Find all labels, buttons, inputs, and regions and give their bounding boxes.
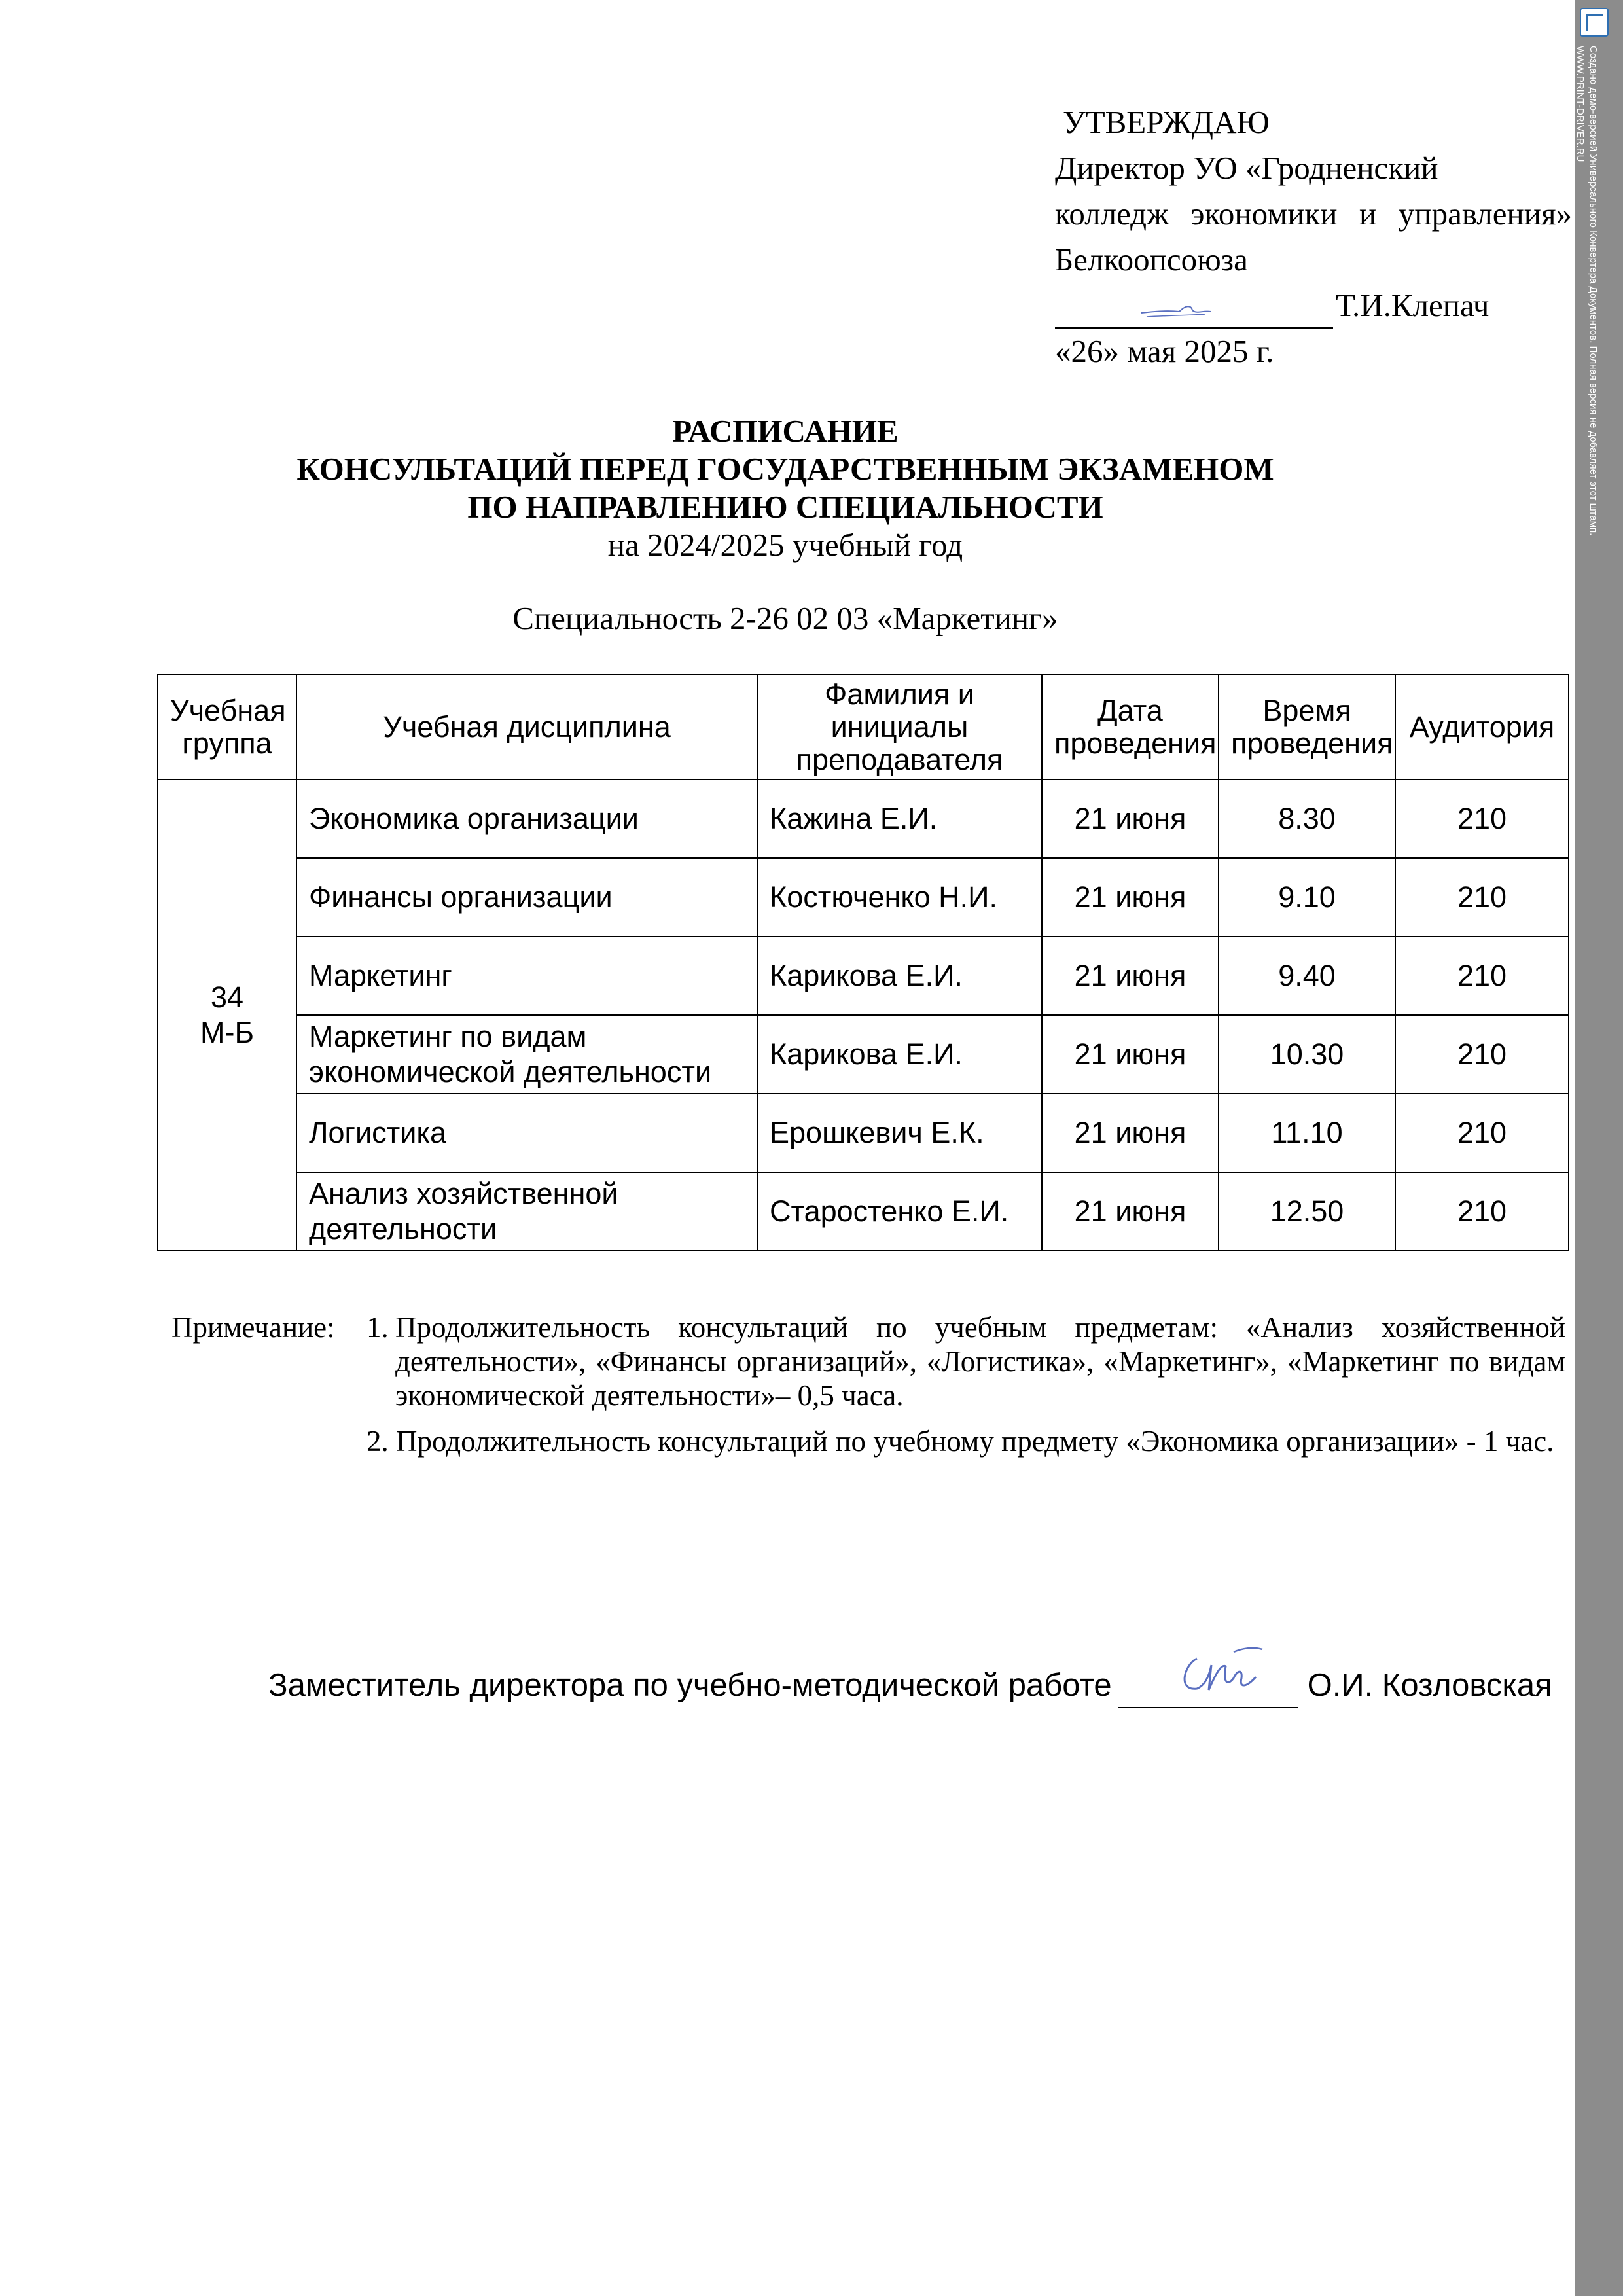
deputy-signature-line — [268, 1662, 1552, 1708]
approval-date: «26» мая 2025 г. — [1055, 333, 1274, 369]
document-title — [131, 412, 1440, 564]
note-block — [171, 1310, 1565, 1470]
deputy-signature-blank — [1118, 1670, 1298, 1708]
header-time: Время проведения — [1219, 675, 1395, 780]
group-number: 34 — [210, 980, 244, 1014]
cell-time: 9.10 — [1219, 858, 1395, 937]
approval-heading: УТВЕРЖДАЮ — [1063, 104, 1270, 140]
approval-signature-line — [1055, 283, 1572, 329]
approval-signer: Т.И.Клепач — [1336, 287, 1489, 323]
cell-date: 21 июня — [1042, 780, 1219, 858]
table-header-row — [158, 675, 1569, 780]
header-group: Учебная группа — [158, 675, 296, 780]
cell-discipline: Финансы организации — [296, 858, 757, 937]
cell-discipline: Экономика организации — [296, 780, 757, 858]
watermark-line2: WWW.PRINT-DRIVER.RU — [1575, 46, 1586, 162]
specialty-line: Специальность 2-26 02 03 «Маркетинг» — [512, 600, 1058, 636]
cell-discipline: Маркетинг — [296, 937, 757, 1015]
note-item-2: 2. Продолжительность консультаций по учебному предмету «Экономика организации» - 1 час. — [366, 1425, 1554, 1458]
table-row — [158, 1172, 1569, 1251]
cell-room: 210 — [1395, 1094, 1569, 1172]
note-item-1-text: Продолжительность консультаций по учебным предметам: «Анализ хозяйственной деятельности», «Финансы организаций», «Логистика», «Маркетинг», «Маркетинг по видам экономической деятельности»– 0,5 часа. — [395, 1311, 1565, 1412]
cell-teacher: Карикова Е.И. — [757, 1015, 1042, 1094]
cell-room: 210 — [1395, 780, 1569, 858]
cell-discipline: Логистика — [296, 1094, 757, 1172]
cell-date: 21 июня — [1042, 1094, 1219, 1172]
cell-date: 21 июня — [1042, 937, 1219, 1015]
cell-room: 210 — [1395, 1015, 1569, 1094]
cell-room: 210 — [1395, 1172, 1569, 1251]
cell-discipline: Маркетинг по видам экономической деятельности — [296, 1015, 757, 1094]
schedule-table — [157, 674, 1569, 1251]
cell-time: 11.10 — [1219, 1094, 1395, 1172]
title-year: на 2024/2025 учебный год — [607, 527, 963, 563]
cell-time: 8.30 — [1219, 780, 1395, 858]
deputy-signature-icon — [1171, 1639, 1269, 1704]
group-code: М-Б — [200, 1016, 254, 1049]
note-label: Примечание: — [171, 1311, 335, 1344]
cell-teacher: Костюченко Н.И. — [757, 858, 1042, 937]
header-date: Дата проведения — [1042, 675, 1219, 780]
cell-teacher: Кажина Е.И. — [757, 780, 1042, 858]
approval-position-line1: Директор УО «Гродненский — [1055, 150, 1438, 186]
title-line1: РАСПИСАНИЕ — [672, 413, 899, 449]
converter-logo-icon — [1580, 8, 1609, 37]
title-line2: КОНСУЛЬТАЦИЙ ПЕРЕД ГОСУДАРСТВЕННЫМ ЭКЗАМЕНОМ — [296, 451, 1274, 487]
note-items — [366, 1310, 1565, 1470]
approval-position-line2: колледж экономики и управления» — [1055, 196, 1572, 232]
note-item-1 — [366, 1310, 1565, 1412]
header-teacher: Фамилия и инициалы преподавателя — [757, 675, 1042, 780]
watermark-line1: Создано демо-версией Универсального Конвертера Документов. Полная версия не добавляет этот штамп. — [1588, 46, 1599, 536]
table-row — [158, 858, 1569, 937]
header-discipline: Учебная дисциплина — [296, 675, 757, 780]
approval-block — [1055, 99, 1572, 374]
watermark-text — [1573, 46, 1599, 535]
cell-date: 21 июня — [1042, 858, 1219, 937]
cell-time: 10.30 — [1219, 1015, 1395, 1094]
title-line3: ПО НАПРАВЛЕНИЮ СПЕЦИАЛЬНОСТИ — [467, 489, 1103, 525]
header-room: Аудитория — [1395, 675, 1569, 780]
cell-date: 21 июня — [1042, 1015, 1219, 1094]
cell-teacher: Карикова Е.И. — [757, 937, 1042, 1015]
cell-room: 210 — [1395, 937, 1569, 1015]
table-row — [158, 937, 1569, 1015]
cell-discipline: Анализ хозяйственной деятельности — [296, 1172, 757, 1251]
cell-teacher: Старостенко Е.И. — [757, 1172, 1042, 1251]
group-cell — [158, 780, 296, 1251]
table-row — [158, 780, 1569, 858]
cell-room: 210 — [1395, 858, 1569, 937]
approval-position-line3: Белкоопсоюза — [1055, 242, 1248, 278]
deputy-position: Заместитель директора по учебно-методической работе — [268, 1668, 1112, 1703]
table-row — [158, 1015, 1569, 1094]
note-item-1-number: 1. — [366, 1311, 389, 1344]
cell-time: 12.50 — [1219, 1172, 1395, 1251]
table-row — [158, 1094, 1569, 1172]
director-signature-icon — [1140, 298, 1212, 325]
deputy-name: О.И. Козловская — [1307, 1668, 1552, 1703]
cell-time: 9.40 — [1219, 937, 1395, 1015]
cell-date: 21 июня — [1042, 1172, 1219, 1251]
cell-teacher: Ерошкевич Е.К. — [757, 1094, 1042, 1172]
signature-blank — [1055, 289, 1333, 329]
